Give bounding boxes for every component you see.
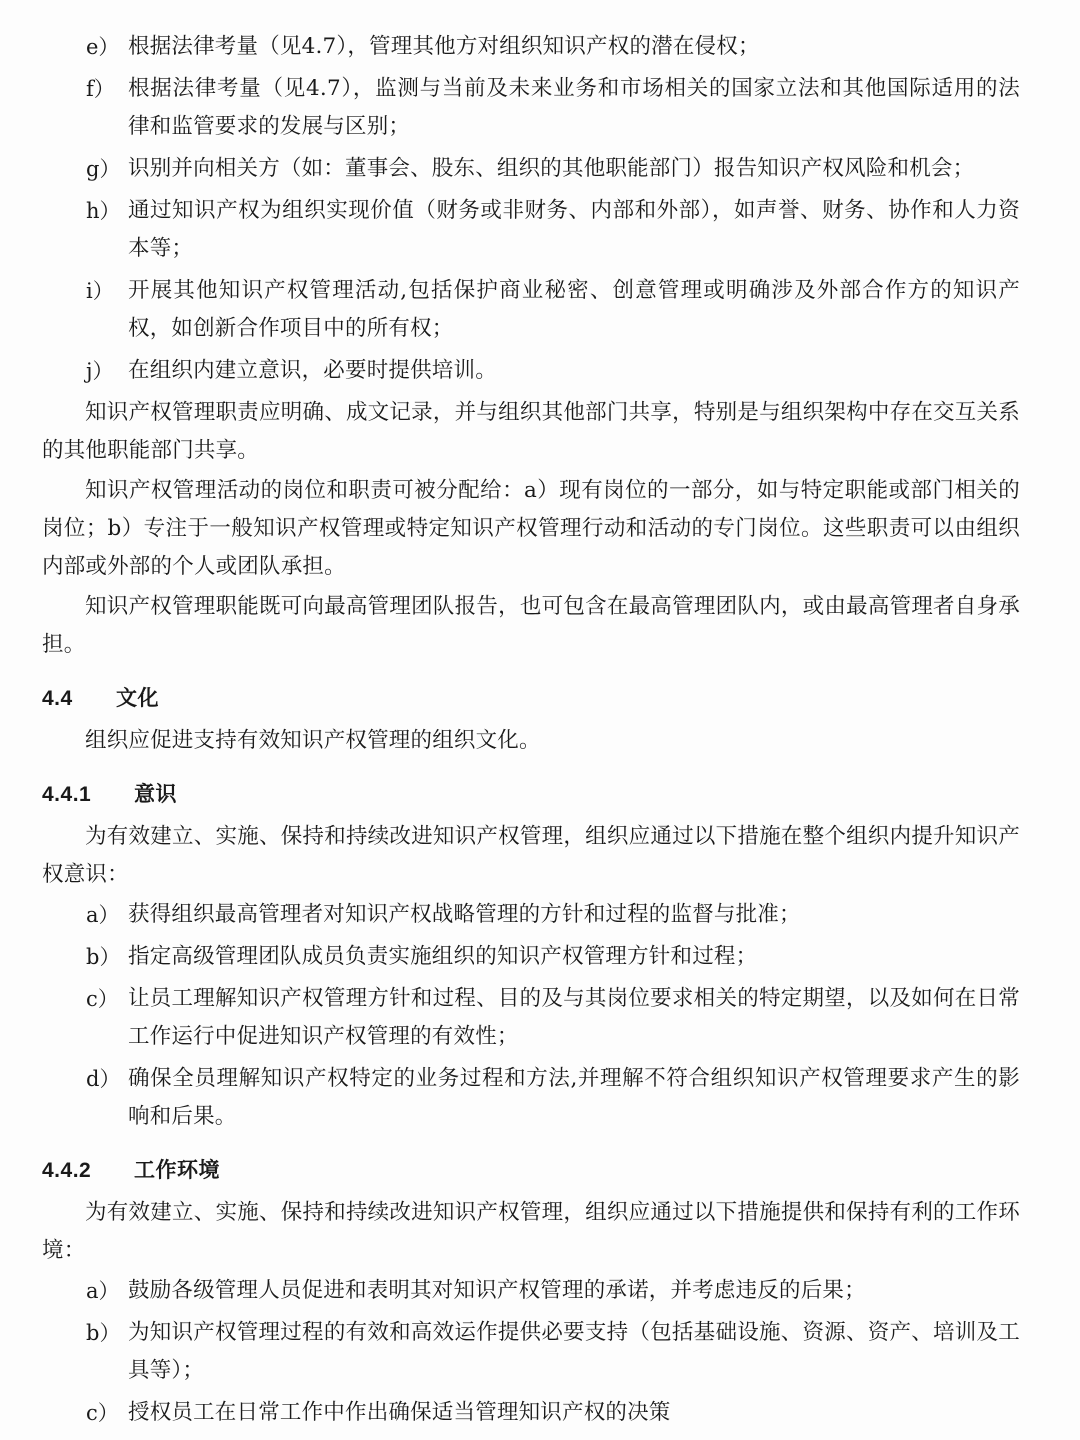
list-item-text: 授权员工在日常工作中作出确保适当管理知识产权的决策 bbox=[128, 1400, 671, 1425]
body-paragraph: 知识产权管理活动的岗位和职责可被分配给：a）现有岗位的一部分，如与特定职能或部门相关的岗位；b）专注于一般知识产权管理或特定知识产权管理行动和活动的专门岗位。这些职责可以由组织内部或外部的个人或团队承担。 bbox=[42, 478, 1020, 579]
list-item bbox=[42, 1394, 1020, 1432]
list-item-text: 开展其他知识产权管理活动,包括保护商业秘密、创意管理或明确涉及外部合作方的知识产权，如创新合作项目中的所有权； bbox=[128, 278, 1020, 341]
list-item-text: 鼓励各级管理人员促进和表明其对知识产权管理的承诺，并考虑违反的后果； bbox=[128, 1278, 866, 1303]
list-item-text: 通过知识产权为组织实现价值（财务或非财务、内部和外部），如声誉、财务、协作和人力资本等； bbox=[128, 198, 1020, 261]
section-heading-4-4-2 bbox=[42, 1152, 1020, 1190]
list-item bbox=[42, 896, 1020, 934]
body-paragraph: 为有效建立、实施、保持和持续改进知识产权管理，组织应通过以下措施在整个组织内提升知识产权意识： bbox=[42, 824, 1020, 887]
list-item-marker: j） bbox=[86, 359, 114, 383]
body-paragraph: 知识产权管理职责应明确、成文记录，并与组织其他部门共享，特别是与组织架构中存在交互关系的其他职能部门共享。 bbox=[42, 400, 1020, 463]
list-item bbox=[42, 1314, 1020, 1390]
list-item-marker: f） bbox=[86, 77, 115, 101]
list-item-marker: h） bbox=[86, 199, 121, 223]
list-item-marker: c） bbox=[86, 987, 119, 1011]
list-item-marker: a） bbox=[86, 1279, 120, 1303]
list-item bbox=[42, 150, 1020, 188]
section-number: 4.4.1 bbox=[42, 783, 92, 806]
section-title: 文化 bbox=[116, 687, 159, 710]
list-item-marker: b） bbox=[86, 1321, 121, 1345]
list-item-marker: d） bbox=[86, 1067, 121, 1091]
list-item-marker: c） bbox=[86, 1401, 119, 1425]
list-item-text: 为知识产权管理过程的有效和高效运作提供必要支持（包括基础设施、资源、资产、培训及工具等）； bbox=[128, 1320, 1020, 1383]
body-paragraph: 为有效建立、实施、保持和持续改进知识产权管理，组织应通过以下措施提供和保持有利的工作环境： bbox=[42, 1200, 1020, 1263]
clause-list-4-4-1 bbox=[42, 896, 1020, 1136]
section-title: 工作环境 bbox=[134, 1159, 220, 1182]
list-item bbox=[42, 272, 1020, 348]
list-item-text: 根据法律考量（见4.7），监测与当前及未来业务和市场相关的国家立法和其他国际适用的法律和监管要求的发展与区别； bbox=[128, 76, 1020, 139]
list-item bbox=[42, 192, 1020, 268]
section-title: 意识 bbox=[134, 783, 177, 806]
list-item-text: 让员工理解知识产权管理方针和过程、目的及与其岗位要求相关的特定期望，以及如何在日常工作运行中促进知识产权管理的有效性； bbox=[128, 986, 1020, 1049]
list-item-text: 获得组织最高管理者对知识产权战略管理的方针和过程的监督与批准； bbox=[128, 902, 801, 927]
list-item-text: 在组织内建立意识，必要时提供培训。 bbox=[128, 358, 497, 383]
list-item-marker: a） bbox=[86, 903, 120, 927]
list-item-marker: b） bbox=[86, 945, 121, 969]
list-item bbox=[42, 352, 1020, 390]
list-item-text: 根据法律考量（见4.7），管理其他方对组织知识产权的潜在侵权； bbox=[128, 34, 760, 59]
list-item bbox=[42, 70, 1020, 146]
list-item-marker: e） bbox=[86, 35, 120, 59]
list-item bbox=[42, 1060, 1020, 1136]
section-number: 4.4.2 bbox=[42, 1159, 92, 1182]
list-item bbox=[42, 980, 1020, 1056]
section-heading-4-4 bbox=[42, 680, 1020, 718]
list-item-text: 确保全员理解知识产权特定的业务过程和方法,并理解不符合组织知识产权管理要求产生的影响和后果。 bbox=[128, 1066, 1020, 1129]
list-item-text: 指定高级管理团队成员负责实施组织的知识产权管理方针和过程； bbox=[128, 944, 758, 969]
section-number: 4.4 bbox=[42, 687, 73, 710]
body-paragraph: 知识产权管理职能既可向最高管理团队报告，也可包含在最高管理团队内，或由最高管理者自身承担。 bbox=[42, 594, 1020, 657]
list-item-text: 识别并向相关方（如：董事会、股东、组织的其他职能部门）报告知识产权风险和机会； bbox=[128, 156, 975, 181]
section-heading-4-4-1 bbox=[42, 776, 1020, 814]
list-item bbox=[42, 28, 1020, 66]
list-item bbox=[42, 1272, 1020, 1310]
clause-list-4-4-2 bbox=[42, 1272, 1020, 1432]
list-item-marker: g） bbox=[86, 157, 121, 181]
list-item bbox=[42, 938, 1020, 976]
body-paragraph: 组织应促进支持有效知识产权管理的组织文化。 bbox=[85, 728, 541, 753]
list-item-marker: i） bbox=[86, 279, 114, 303]
clause-list-upper bbox=[42, 28, 1020, 390]
